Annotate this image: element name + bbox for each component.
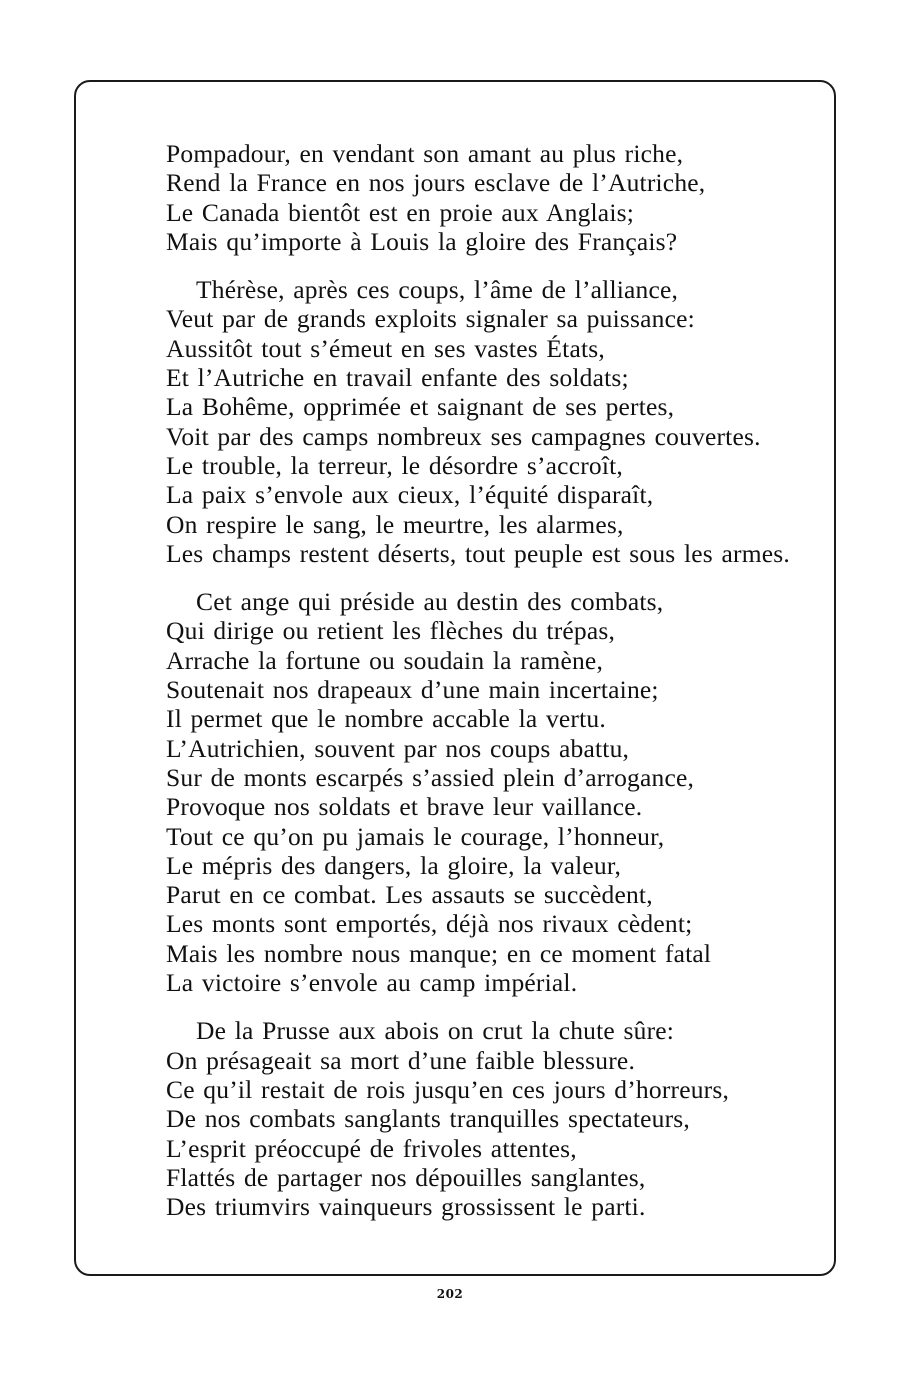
verse-line: Cet ange qui préside au destin des combats, xyxy=(196,587,664,617)
verse-line: Flattés de partager nos dépouilles sanglantes, xyxy=(166,1162,646,1192)
verse-line: Les monts sont emportés, déjà nos rivaux cèdent; xyxy=(166,909,693,939)
verse-line: De nos combats sanglants tranquilles spectateurs, xyxy=(166,1104,691,1134)
verse-line: Thérèse, après ces coups, l’âme de l’alliance, xyxy=(196,275,679,305)
stanza-1 xyxy=(166,139,806,256)
verse-line: Rend la France en nos jours esclave de l’Autriche, xyxy=(166,168,706,198)
verse-line: Pompadour, en vendant son amant au plus riche, xyxy=(166,139,684,168)
stanza-gap xyxy=(166,256,806,275)
page-number: 202 xyxy=(436,1287,464,1301)
verse-line: Le mépris des dangers, la gloire, la valeur, xyxy=(166,850,622,880)
verse-line: Le trouble, la terreur, le désordre s’accroît, xyxy=(166,450,624,480)
stanza-4 xyxy=(166,1016,806,1221)
verse-line: La Bohême, opprimée et saignant de ses pertes, xyxy=(166,392,675,422)
verse-line: La victoire s’envole au camp impérial. xyxy=(166,968,578,998)
verse-line: Et l’Autriche en travail enfante des soldats; xyxy=(166,363,629,393)
verse-line: On respire le sang, le meurtre, les alarmes, xyxy=(166,509,624,539)
verse-line: Les champs restent déserts, tout peuple est sous les armes. xyxy=(166,538,790,568)
verse-line: Mais qu’importe à Louis la gloire des Français? xyxy=(166,226,678,256)
stanza-2 xyxy=(166,275,806,568)
stanza-gap xyxy=(166,997,806,1016)
verse-line: Mais les nombre nous manque; en ce moment fatal xyxy=(166,938,712,968)
verse-line: Le Canada bientôt est en proie aux Anglais; xyxy=(166,197,635,227)
verse-line: On présageait sa mort d’une faible blessure. xyxy=(166,1045,636,1075)
verse-line: La paix s’envole aux cieux, l’équité disparaît, xyxy=(166,480,654,510)
verse-line: Qui dirige ou retient les flèches du trépas, xyxy=(166,616,616,646)
verse-line: Sur de monts escarpés s’assied plein d’arrogance, xyxy=(166,762,695,792)
verse-line: Soutenait nos drapeaux d’une main incertaine; xyxy=(166,675,659,705)
stanza-3 xyxy=(166,587,806,997)
stanza-gap xyxy=(166,568,806,587)
verse-line: Veut par de grands exploits signaler sa puissance: xyxy=(166,304,695,334)
verse-line: L’Autrichien, souvent par nos coups abattu, xyxy=(166,733,630,763)
verse-line: Voit par des camps nombreux ses campagnes couvertes. xyxy=(166,421,761,451)
verse-line: Des triumvirs vainqueurs grossissent le parti. xyxy=(166,1192,646,1222)
verse-line: De la Prusse aux abois on crut la chute sûre: xyxy=(196,1016,675,1046)
poem-text xyxy=(166,139,806,1221)
verse-line: Aussitôt tout s’émeut en ses vastes États, xyxy=(166,333,605,363)
verse-line: Provoque nos soldats et brave leur vaillance. xyxy=(166,792,643,822)
verse-line: Arrache la fortune ou soudain la ramène, xyxy=(166,645,604,675)
verse-line: Il permet que le nombre accable la vertu. xyxy=(166,704,606,734)
verse-line: Ce qu’il restait de rois jusqu’en ces jours d’horreurs, xyxy=(166,1074,730,1104)
verse-line: Tout ce qu’on pu jamais le courage, l’honneur, xyxy=(166,821,665,851)
verse-line: Parut en ce combat. Les assauts se succèdent, xyxy=(166,880,653,910)
verse-line: L’esprit préoccupé de frivoles attentes, xyxy=(166,1133,577,1163)
